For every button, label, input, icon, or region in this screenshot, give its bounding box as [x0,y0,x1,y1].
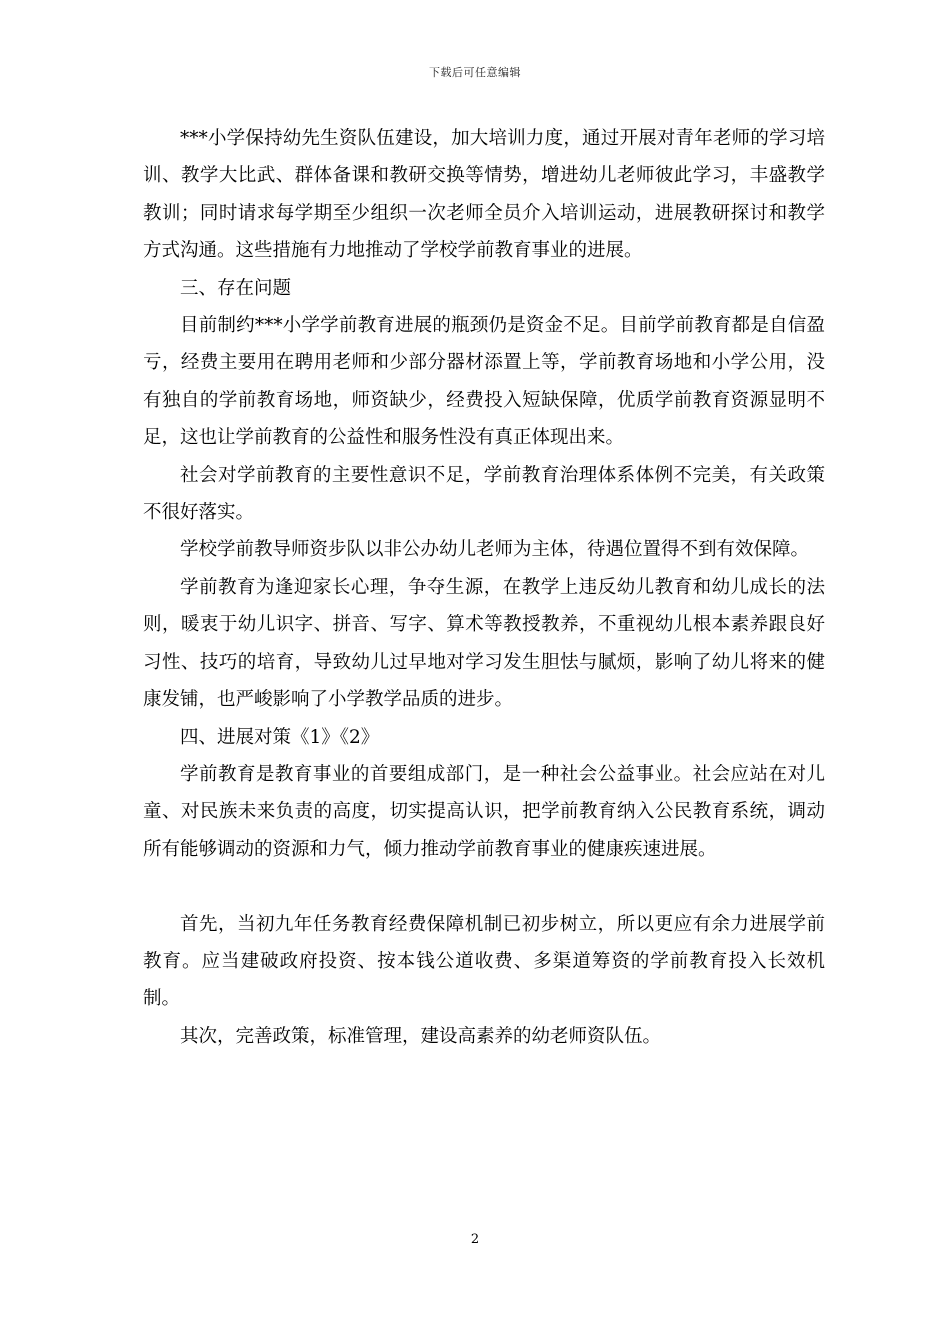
paragraph-teacher-training: ***小学保持幼先生资队伍建设，加大培训力度，通过开展对青年老师的学习培训、教学大比武、群体备课和教研交换等情势，增进幼儿老师彼此学习，丰盛教学教训；同时请求每学期至少组织一次老师全员介入培训运动，进展教研探讨和教学方式沟通。这些措施有力地推动了学校学前教育事业的进展。 [143,128,825,262]
paragraph-teaching-issues: 学前教育为逢迎家长心理，争夺生源，在教学上违反幼儿教育和幼儿成长的法则，暖衷于幼儿识字、拼音、写字、算术等教授教养，不重视幼儿根本素养跟良好习性、技巧的培育，导致幼儿过早地对学习发生胆怯与腻烦，影响了幼儿将来的健康发铺，也严峻影响了小学教学品质的进步。 [143,576,825,711]
paragraph-second-measure: 其次，完善政策，标准管理，建设高素养的幼老师资队伍。 [180,1025,662,1047]
section-heading-countermeasures: 四、进展对策《1》《2》 [180,726,380,748]
paragraph-public-welfare: 学前教育是教育事业的首要组成部门，是一种社会公益事业。社会应站在对儿童、对民族未来负责的高度，切实提高认识，把学前教育纳入公民教育系统，调动所有能够调动的资源和力气，倾力推动学前教育事业的健康疾速进展。 [143,763,825,860]
page-number: 2 [470,1232,480,1247]
paragraph-awareness: 社会对学前教育的主要性意识不足，学前教育治理体系体例不完美，有关政策不很好落实。 [143,464,825,524]
document-body [143,120,825,1055]
paragraph-funding-bottleneck: 目前制约***小学学前教育进展的瓶颈仍是资金不足。目前学前教育都是自信盈亏，经费主要用在聘用老师和少部分器材添置上等，学前教育场地和小学公用，没有独自的学前教育场地，师资缺少，经费投入短缺保障，优质学前教育资源显明不足，这也让学前教育的公益性和服务性没有真正体现出来。 [143,315,825,449]
page-header-note: 下载后可任意编辑 [429,66,521,79]
paragraph-spacer [143,868,825,905]
paragraph-teacher-staff: 学校学前教导师资步队以非公办幼儿老师为主体，待遇位置得不到有效保障。 [180,539,810,561]
section-heading-problems: 三、存在问题 [180,277,292,299]
paragraph-first-measure: 首先，当初九年任务教育经费保障机制已初步树立，所以更应有余力进展学前教育。应当建破政府投资、按本钱公道收费、多渠道筹资的学前教育投入长效机制。 [143,913,825,1010]
